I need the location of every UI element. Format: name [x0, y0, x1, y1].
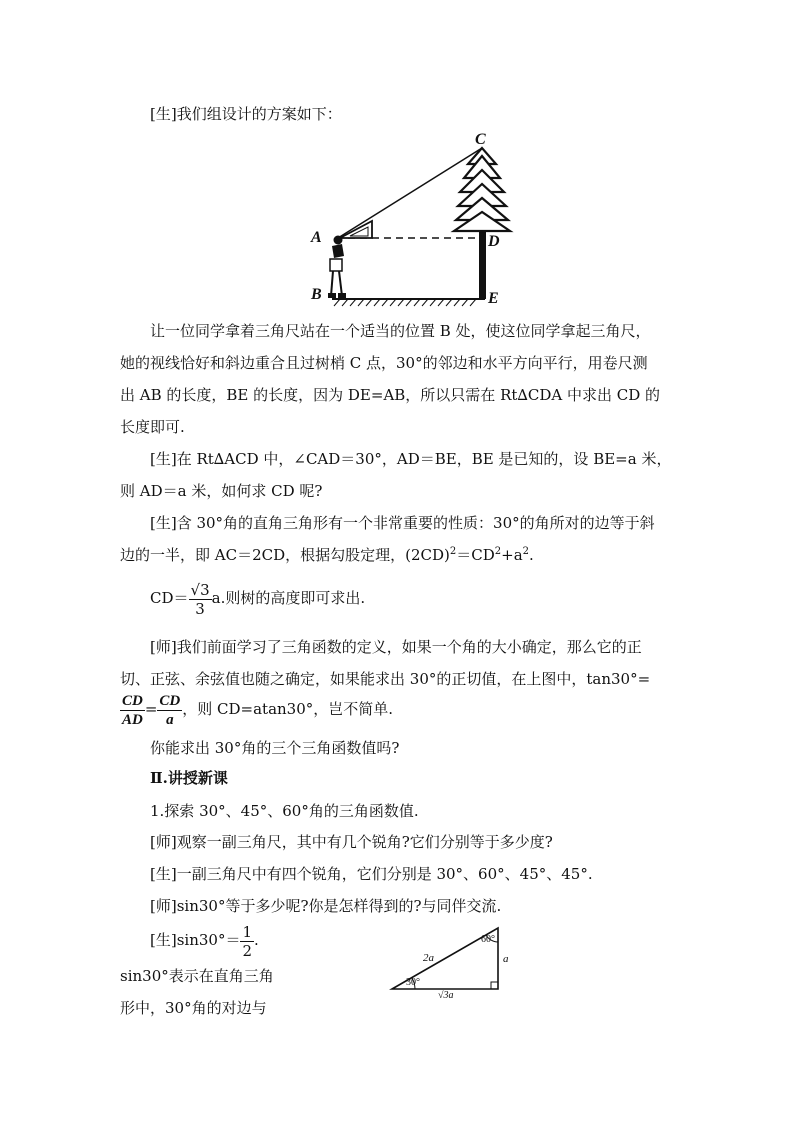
point-label-d: D — [488, 233, 500, 250]
text-line: 形中，30°角的对边与 — [120, 999, 267, 1017]
right-triangle-figure — [385, 920, 510, 1000]
angle-60-label: 60° — [481, 934, 495, 945]
text-line: [生]我们组设计的方案如下： — [150, 105, 342, 123]
fraction-denominator: AD — [122, 711, 143, 728]
point-label-e: E — [488, 290, 499, 307]
text-line: 则 AD＝a 米，如何求 CD 呢? — [120, 482, 323, 500]
text-run: CD＝ — [150, 589, 189, 607]
text-line: [师]观察一副三角尺，其中有几个锐角?它们分别等于多少度? — [150, 833, 553, 851]
superscript: 2 — [449, 546, 457, 557]
opposite-side-label: a — [503, 953, 509, 965]
text-line: [师]sin30°等于多少呢?你是怎样得到的?与同伴交流. — [150, 897, 502, 915]
fraction-denominator: a — [166, 711, 174, 728]
equals-sign: = — [144, 700, 158, 718]
fraction-cd-over-a — [157, 692, 182, 729]
base-label: √3a — [438, 990, 454, 1001]
section-heading: Ⅱ.讲授新课 — [150, 769, 228, 787]
fraction-cd-over-ad — [120, 692, 145, 729]
text-line: 1.探索 30°、45°、60°角的三角函数值. — [150, 802, 419, 820]
text-line: 切、正弦、余弦值也随之确定，如果能求出 30°的正切值，在上图中，tan30°= — [120, 670, 651, 688]
text-line: 长度即可. — [120, 418, 185, 436]
text-line: 你能求出 30°角的三个三角函数值吗? — [150, 739, 400, 757]
point-label-c: C — [475, 131, 486, 148]
point-label-b: B — [311, 286, 322, 303]
formula-line — [150, 578, 365, 618]
fraction-numerator: CD — [122, 692, 143, 709]
fraction-sqrt3-over-3 — [189, 581, 212, 618]
text-line: 出 AB 的长度，BE 的长度，因为 DE=AB，所以只需在 Rt∆CDA 中求出 CD 的 — [120, 386, 661, 404]
fraction-numerator: 1 — [242, 922, 252, 941]
text-run: 边的一半，即 AC＝2CD，根据勾股定理，(2CD) — [120, 546, 450, 564]
fraction-numerator: CD — [159, 692, 181, 709]
text-line: [生]在 Rt∆ACD 中，∠CAD＝30°，AD＝BE，BE 是已知的，设 BE=a 米， — [150, 450, 672, 468]
text-line: [师]我们前面学习了三角函数的定义，如果一个角的大小确定，那么它的正 — [150, 638, 642, 656]
fraction-denominator: 2 — [242, 941, 252, 960]
tree-measurement-figure — [300, 128, 530, 310]
text-run: . — [254, 931, 259, 949]
text-line — [120, 542, 534, 565]
hypotenuse-label: 2a — [423, 952, 434, 964]
text-line: 让一位同学拿着三角尺站在一个适当的位置 B 处，使这位同学拿起三角尺， — [150, 322, 651, 340]
text-line: [生]一副三角尺中有四个锐角，它们分别是 30°、60°、45°、45°. — [150, 865, 593, 883]
superscript: 2 — [494, 546, 502, 557]
point-label-a: A — [311, 229, 322, 246]
fraction-one-half — [240, 923, 254, 960]
text-line: [生]含 30°角的直角三角形有一个非常重要的性质：30°的角所对的边等于斜 — [150, 514, 655, 532]
text-run: a.则树的高度即可求出. — [211, 589, 366, 607]
superscript: 2 — [522, 546, 530, 557]
text-run: ＝CD — [456, 546, 495, 564]
text-line: 她的视线恰好和斜边重合且过树梢 C 点，30°的邻边和水平方向平行，用卷尺测 — [120, 354, 648, 372]
text-run: [生]sin30°＝ — [150, 931, 241, 949]
text-run: . — [529, 546, 534, 564]
angle-30-label: 30° — [406, 977, 420, 988]
text-line: sin30°表示在直角三角 — [120, 967, 274, 985]
formula-line — [150, 920, 259, 960]
fraction-numerator: √3 — [190, 580, 210, 599]
fraction-denominator: 3 — [195, 599, 205, 618]
text-run: +a — [501, 546, 523, 564]
text-run: ，则 CD=atan30°，岂不简单. — [182, 700, 394, 718]
formula-line — [120, 689, 393, 729]
